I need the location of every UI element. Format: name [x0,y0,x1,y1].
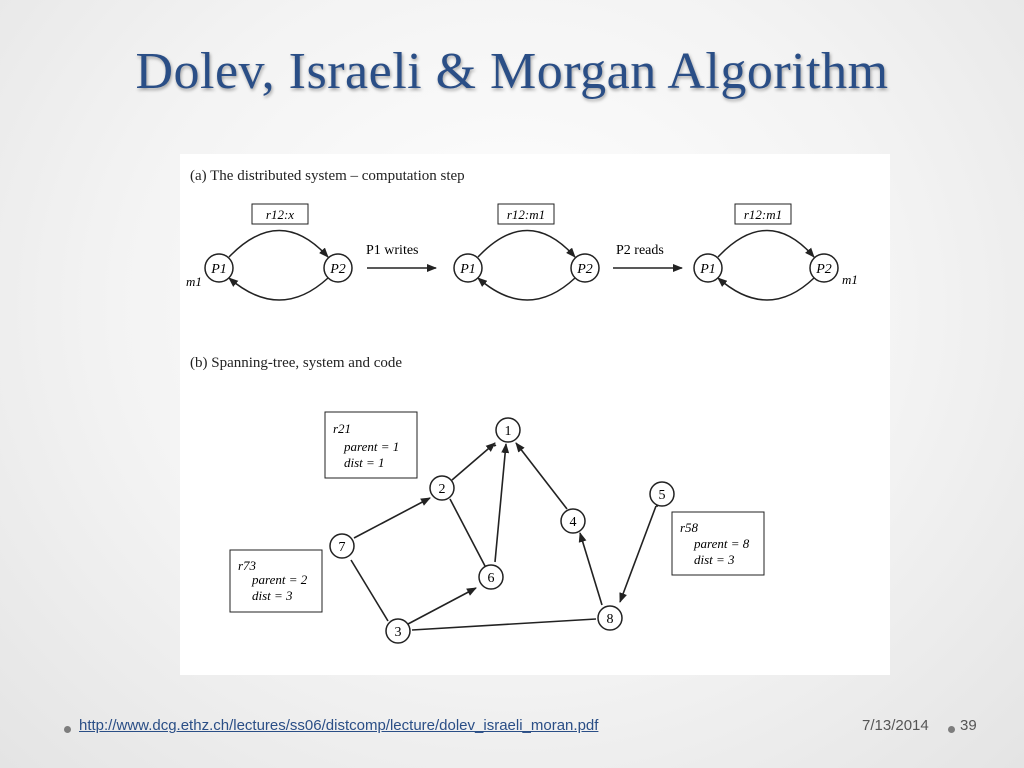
node-4 [561,509,585,533]
figure-panel [180,154,890,675]
footer-bullet-icon [64,726,71,733]
register-label: r12:m1 [506,207,546,222]
edge-8-4 [580,533,602,605]
edge-7-2 [354,498,430,538]
r21-dist: dist = 1 [344,455,385,470]
edge-6-1 [495,444,506,562]
part-a-caption: (a) The distributed system – computation step [190,168,465,184]
edge-3-6 [408,588,476,624]
edge-p1-p2 [478,231,575,258]
node-p2-label: P2 [330,262,346,277]
node-1-label: 1 [504,424,512,439]
register-label: r12:m1 [743,207,783,222]
step-1-label: P1 writes [366,243,419,258]
node-2 [430,476,454,500]
r58-name: r58 [680,520,699,535]
slide-title: Dolev, Israeli & Morgan Algorithm [135,43,889,100]
node-3 [386,619,410,643]
edge-5-8 [620,506,656,602]
part-a-state-2 [454,204,599,300]
r73-parent: parent = 2 [252,572,308,587]
node-6-label: 6 [487,571,495,586]
slide-footer [0,716,1024,746]
edge-2-1 [452,443,495,480]
r58-dist: dist = 3 [694,552,735,567]
footer-date: 7/13/2014 [862,717,929,734]
node-p2-label: P2 [577,262,593,277]
edge-7-3 [351,560,388,621]
register-box-r21 [325,412,417,478]
node-8 [598,606,622,630]
r21-name: r21 [333,421,352,436]
part-a-state-3 [694,204,858,300]
r73-dist: dist = 3 [252,588,293,603]
part-b-caption: (b) Spanning-tree, system and code [190,355,403,371]
edge-2-6 [450,499,485,566]
r21-parent: parent = 1 [344,439,400,454]
node-p1-label: P1 [700,262,716,277]
reference-link[interactable]: http://www.dcg.ethz.ch/lectures/ss06/distcomp/lecture/dolev_israeli_moran.pdf [79,717,599,734]
step-2-label: P2 reads [616,243,664,258]
register-box-r73 [230,550,322,612]
node-6 [479,565,503,589]
node-5 [650,482,674,506]
figure-diagram [180,154,890,675]
node-8-label: 8 [606,612,614,627]
part-a-state-1 [186,204,352,300]
register-label: r12:x [265,207,295,222]
node-p1-label: P1 [211,262,227,277]
r73-name: r73 [238,558,257,573]
slide-number: 39 [960,717,977,734]
node-3-label: 3 [394,625,402,640]
m1-label: m1 [842,272,858,287]
register-box-r58 [672,512,764,575]
node-p1-label: P1 [460,262,476,277]
node-7 [330,534,354,558]
r58-parent: parent = 8 [694,536,750,551]
m1-label: m1 [186,274,202,289]
node-2-label: 2 [438,482,446,497]
node-7-label: 7 [338,540,346,555]
footer-bullet-icon [948,726,955,733]
node-1 [496,418,520,442]
edge-p1-p2 [229,231,328,258]
edge-4-1 [516,443,567,509]
node-p2-label: P2 [816,262,832,277]
edge-p1-p2 [718,231,814,258]
edge-p2-p1 [229,278,328,300]
edge-p2-p1 [718,278,814,300]
edge-p2-p1 [478,278,575,300]
node-4-label: 4 [569,515,577,530]
edge-3-8 [412,619,596,630]
edge-stub [494,445,496,446]
node-5-label: 5 [658,488,666,503]
